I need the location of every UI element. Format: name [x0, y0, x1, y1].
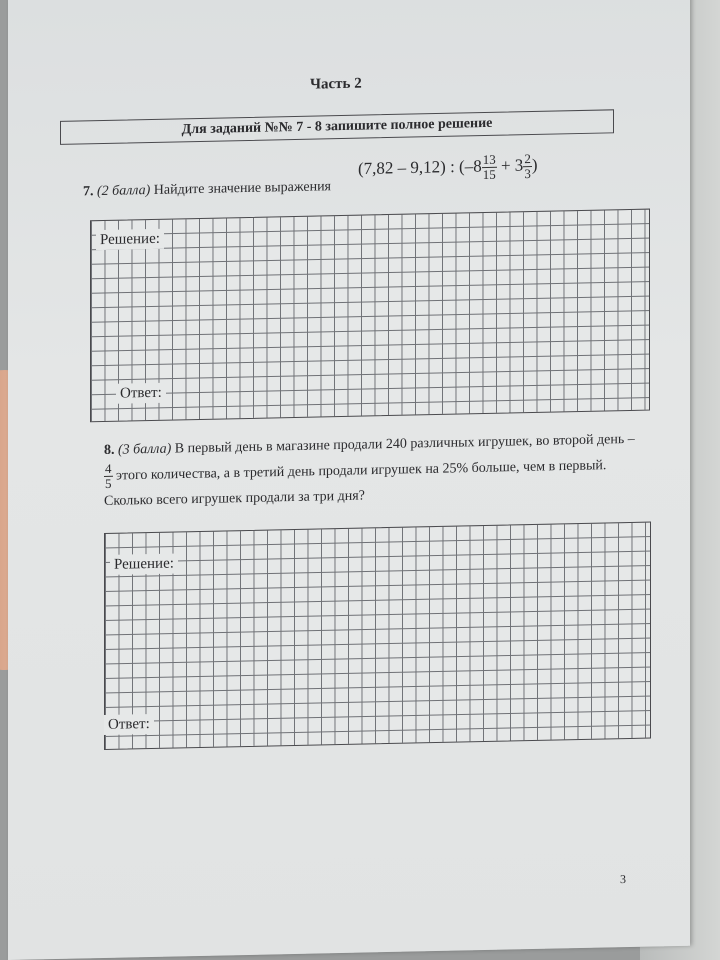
- task-8-answer-grid[interactable]: [104, 522, 651, 750]
- instruction-box: Для заданий №№ 7 - 8 запишите полное решение: [60, 109, 614, 145]
- task-8-text-1: В первый день в магазине продали 240 различных игрушек, во второй день –: [174, 431, 635, 457]
- worksheet-page: [8, 0, 690, 960]
- task-8-answer-label: Ответ:: [104, 714, 154, 735]
- expression-fraction-1: $\frac{13}{15}$: [482, 151, 496, 183]
- expression-part-2: + 3: [500, 155, 524, 176]
- task-8-text-2: этого количества, а в третий день продали игрушек на 25% больше, чем в первый. Сколько всего игрушек продали за три дня?: [104, 458, 607, 509]
- task-7-expression: [358, 152, 537, 185]
- task-8-solution-label: Решение:: [110, 553, 178, 574]
- expression-part-3: ): [531, 155, 538, 175]
- part-title: Часть 2: [310, 75, 362, 93]
- task-8-fraction: $\frac{4}{5}$: [105, 460, 112, 491]
- page-number: 3: [620, 872, 626, 887]
- task-8-number: 8.: [104, 442, 115, 458]
- task-8-points: (3 балла): [118, 441, 172, 458]
- task-7-answer-grid[interactable]: [90, 209, 650, 423]
- expression-part-1: (7,82 – 9,12) : (–8: [358, 156, 482, 179]
- task-7-solution-label: Решение:: [96, 229, 164, 250]
- expression-fraction-2: $\frac{2}{3}$: [524, 151, 531, 182]
- task-7-text: Найдите значение выражения: [153, 179, 331, 198]
- task-7-points: (2 балла): [97, 183, 151, 200]
- task-8: [104, 429, 644, 513]
- task-7-answer-label: Ответ:: [116, 383, 166, 404]
- task-7-number: 7.: [83, 184, 94, 200]
